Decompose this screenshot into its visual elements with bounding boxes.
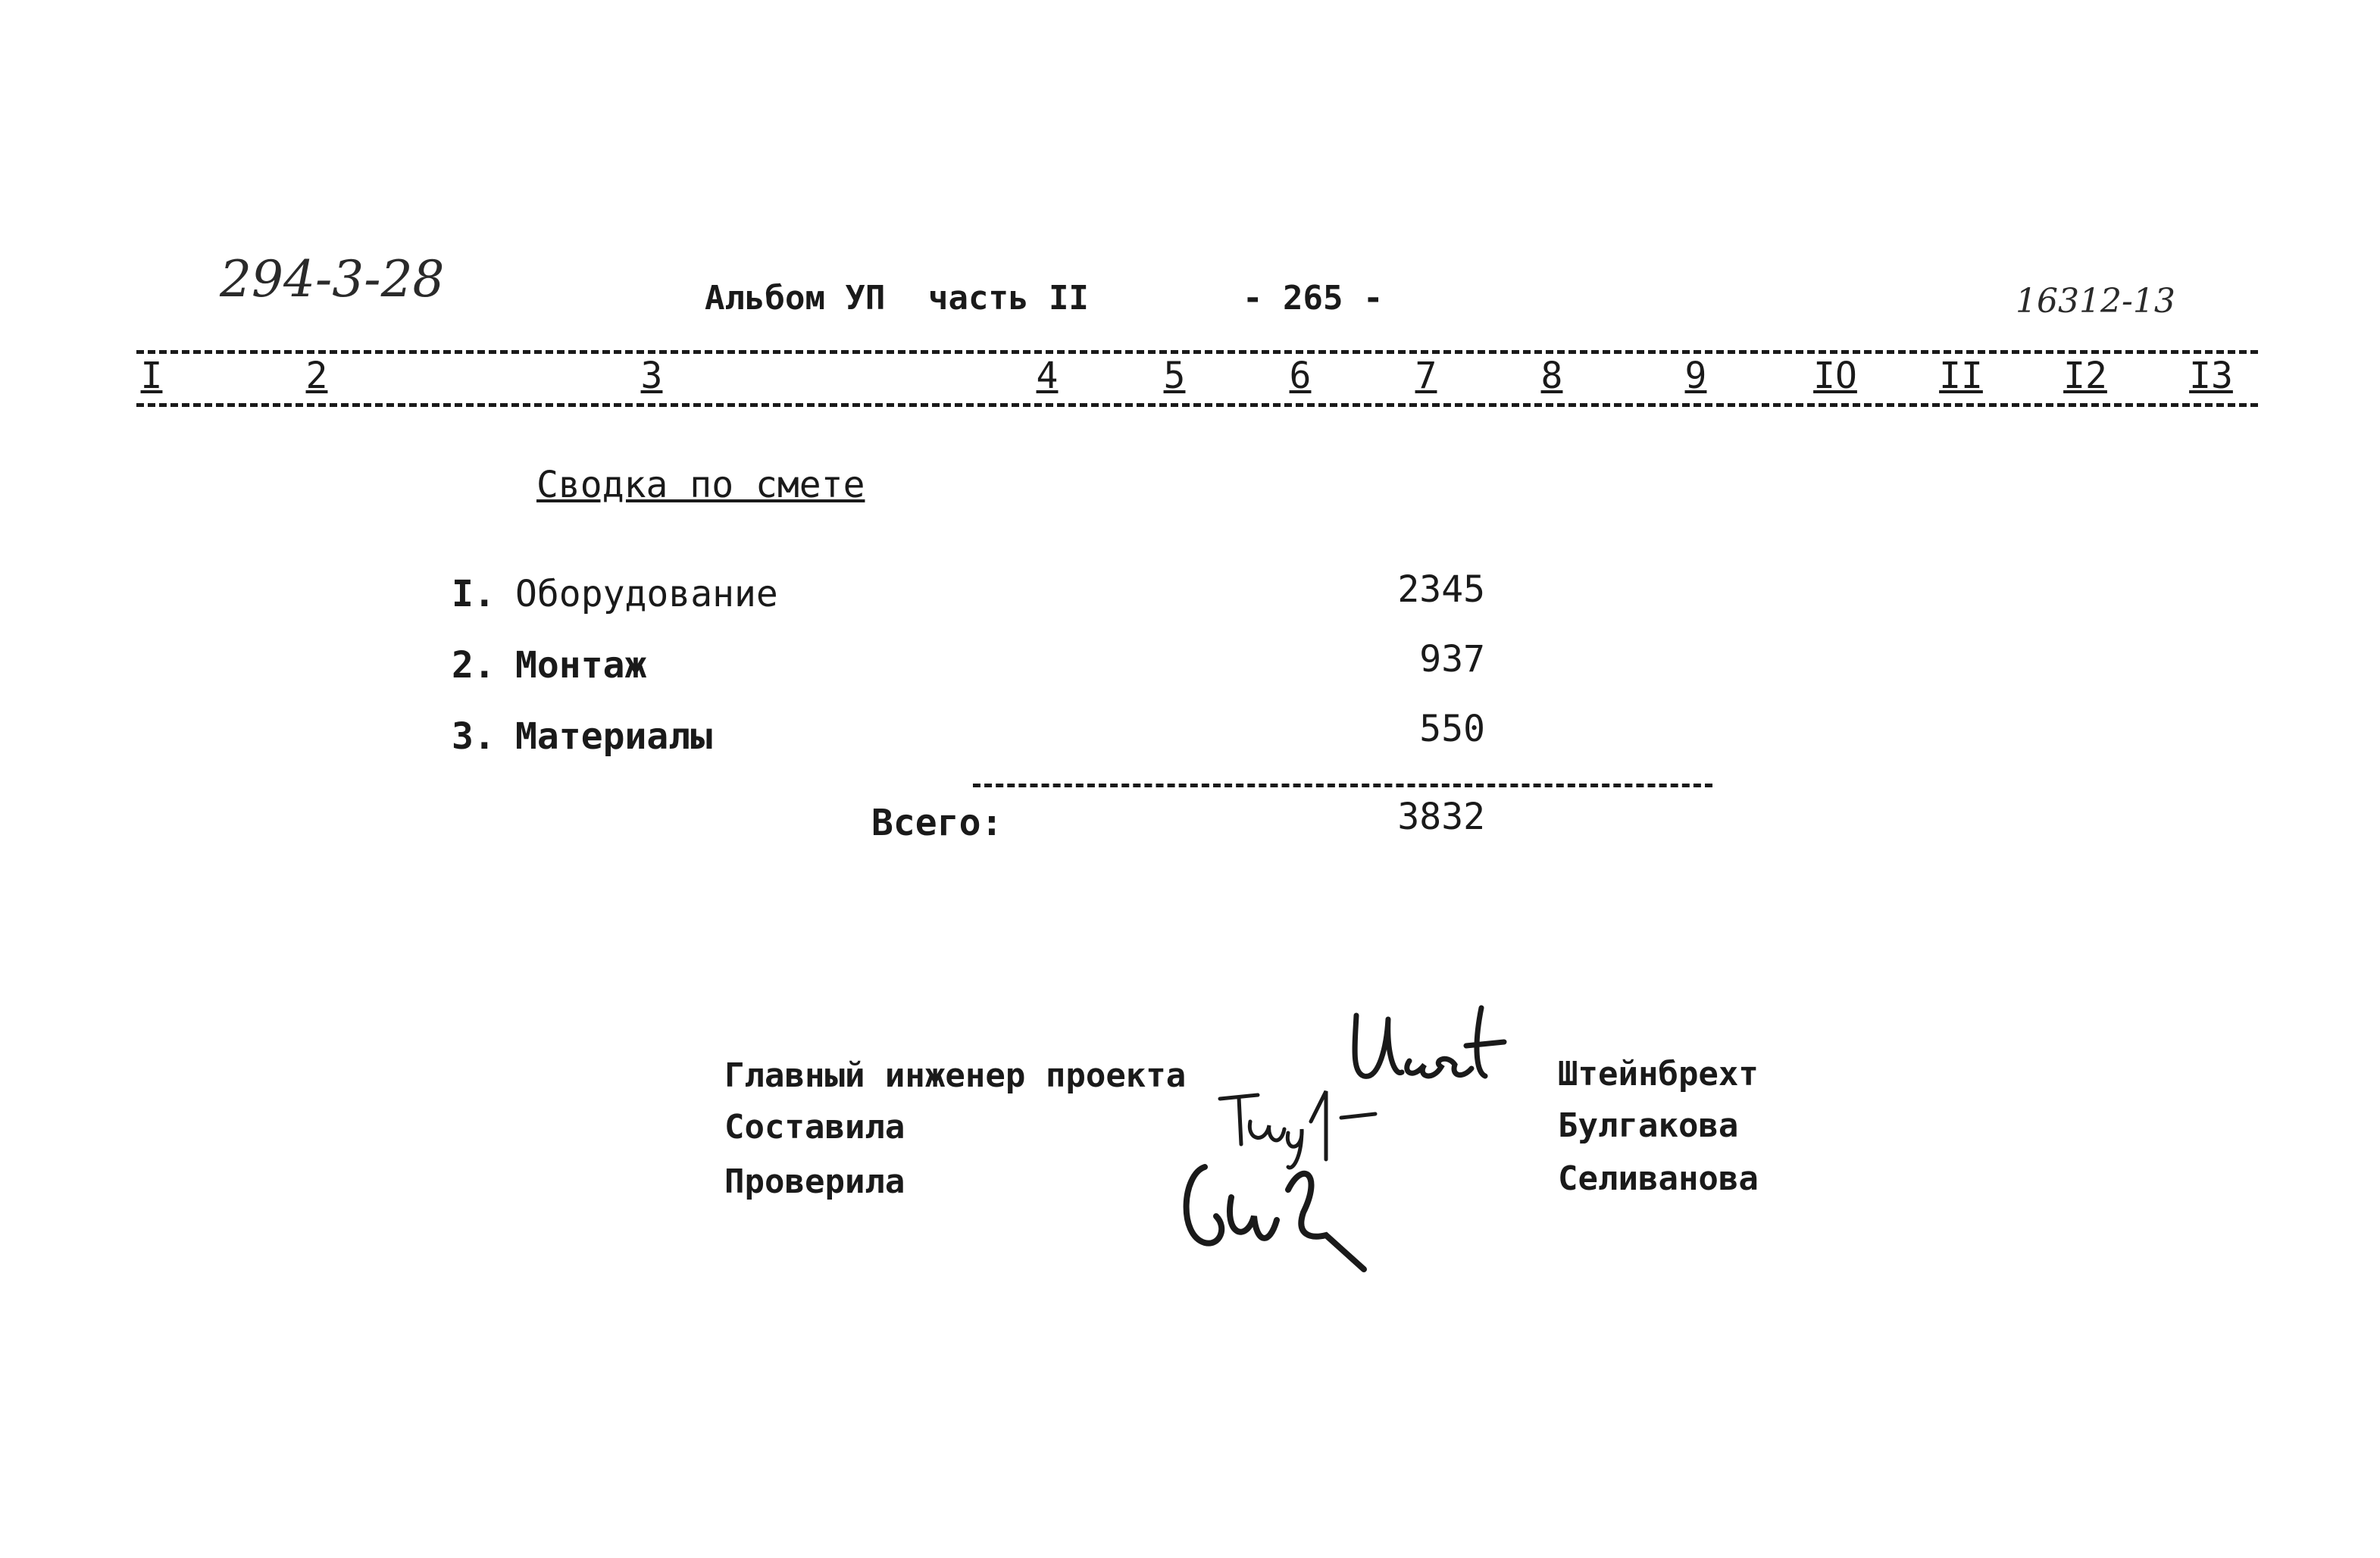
total-value: 3832	[1397, 796, 1485, 838]
signature-checked	[1174, 1144, 1387, 1281]
role-chief-engineer: Главный инженер проекта	[724, 1056, 1187, 1095]
item-label: Монтаж	[515, 644, 647, 687]
col-num: 6	[1289, 355, 1312, 397]
album-title: Альбом УП	[705, 279, 886, 318]
col-num: 7	[1415, 355, 1437, 397]
header-rule-bottom	[136, 403, 2258, 407]
col-num: II	[1939, 355, 1983, 397]
item-value: 937	[1419, 638, 1485, 680]
col-num: I	[140, 355, 163, 397]
item-number: 3.	[452, 715, 496, 758]
item-number: I.	[452, 573, 496, 615]
col-num: 4	[1036, 355, 1059, 397]
item-number: 2.	[452, 644, 496, 687]
col-num: IO	[1813, 355, 1857, 397]
archive-code-handwritten: 16312-13	[2016, 282, 2175, 321]
col-num: 5	[1163, 355, 1186, 397]
header-rule-top	[136, 350, 2258, 354]
doc-code-handwritten: 294-3-28	[220, 250, 445, 308]
total-label: Всего:	[871, 802, 1003, 844]
item-label: Оборудование	[515, 573, 778, 615]
total-rule	[973, 784, 1712, 787]
col-num: 8	[1540, 355, 1563, 397]
col-num: 9	[1684, 355, 1707, 397]
col-num: I3	[2189, 355, 2233, 397]
role-compiled: Составила	[724, 1108, 905, 1147]
name-checked: Селиванова	[1558, 1159, 1759, 1198]
page-number: - 265 -	[1243, 279, 1384, 318]
item-value: 550	[1419, 708, 1485, 750]
item-value: 2345	[1397, 568, 1485, 611]
name-compiled: Булгакова	[1558, 1106, 1739, 1145]
col-num: I2	[2063, 355, 2107, 397]
col-num: 3	[640, 355, 663, 397]
col-num: 2	[305, 355, 328, 397]
item-label: Материалы	[515, 715, 713, 758]
album-part: часть II	[928, 279, 1089, 318]
name-chief-engineer: Штейнбрехт	[1558, 1055, 1759, 1093]
role-checked: Проверила	[724, 1162, 905, 1201]
summary-title: Сводка по смете	[536, 464, 865, 506]
